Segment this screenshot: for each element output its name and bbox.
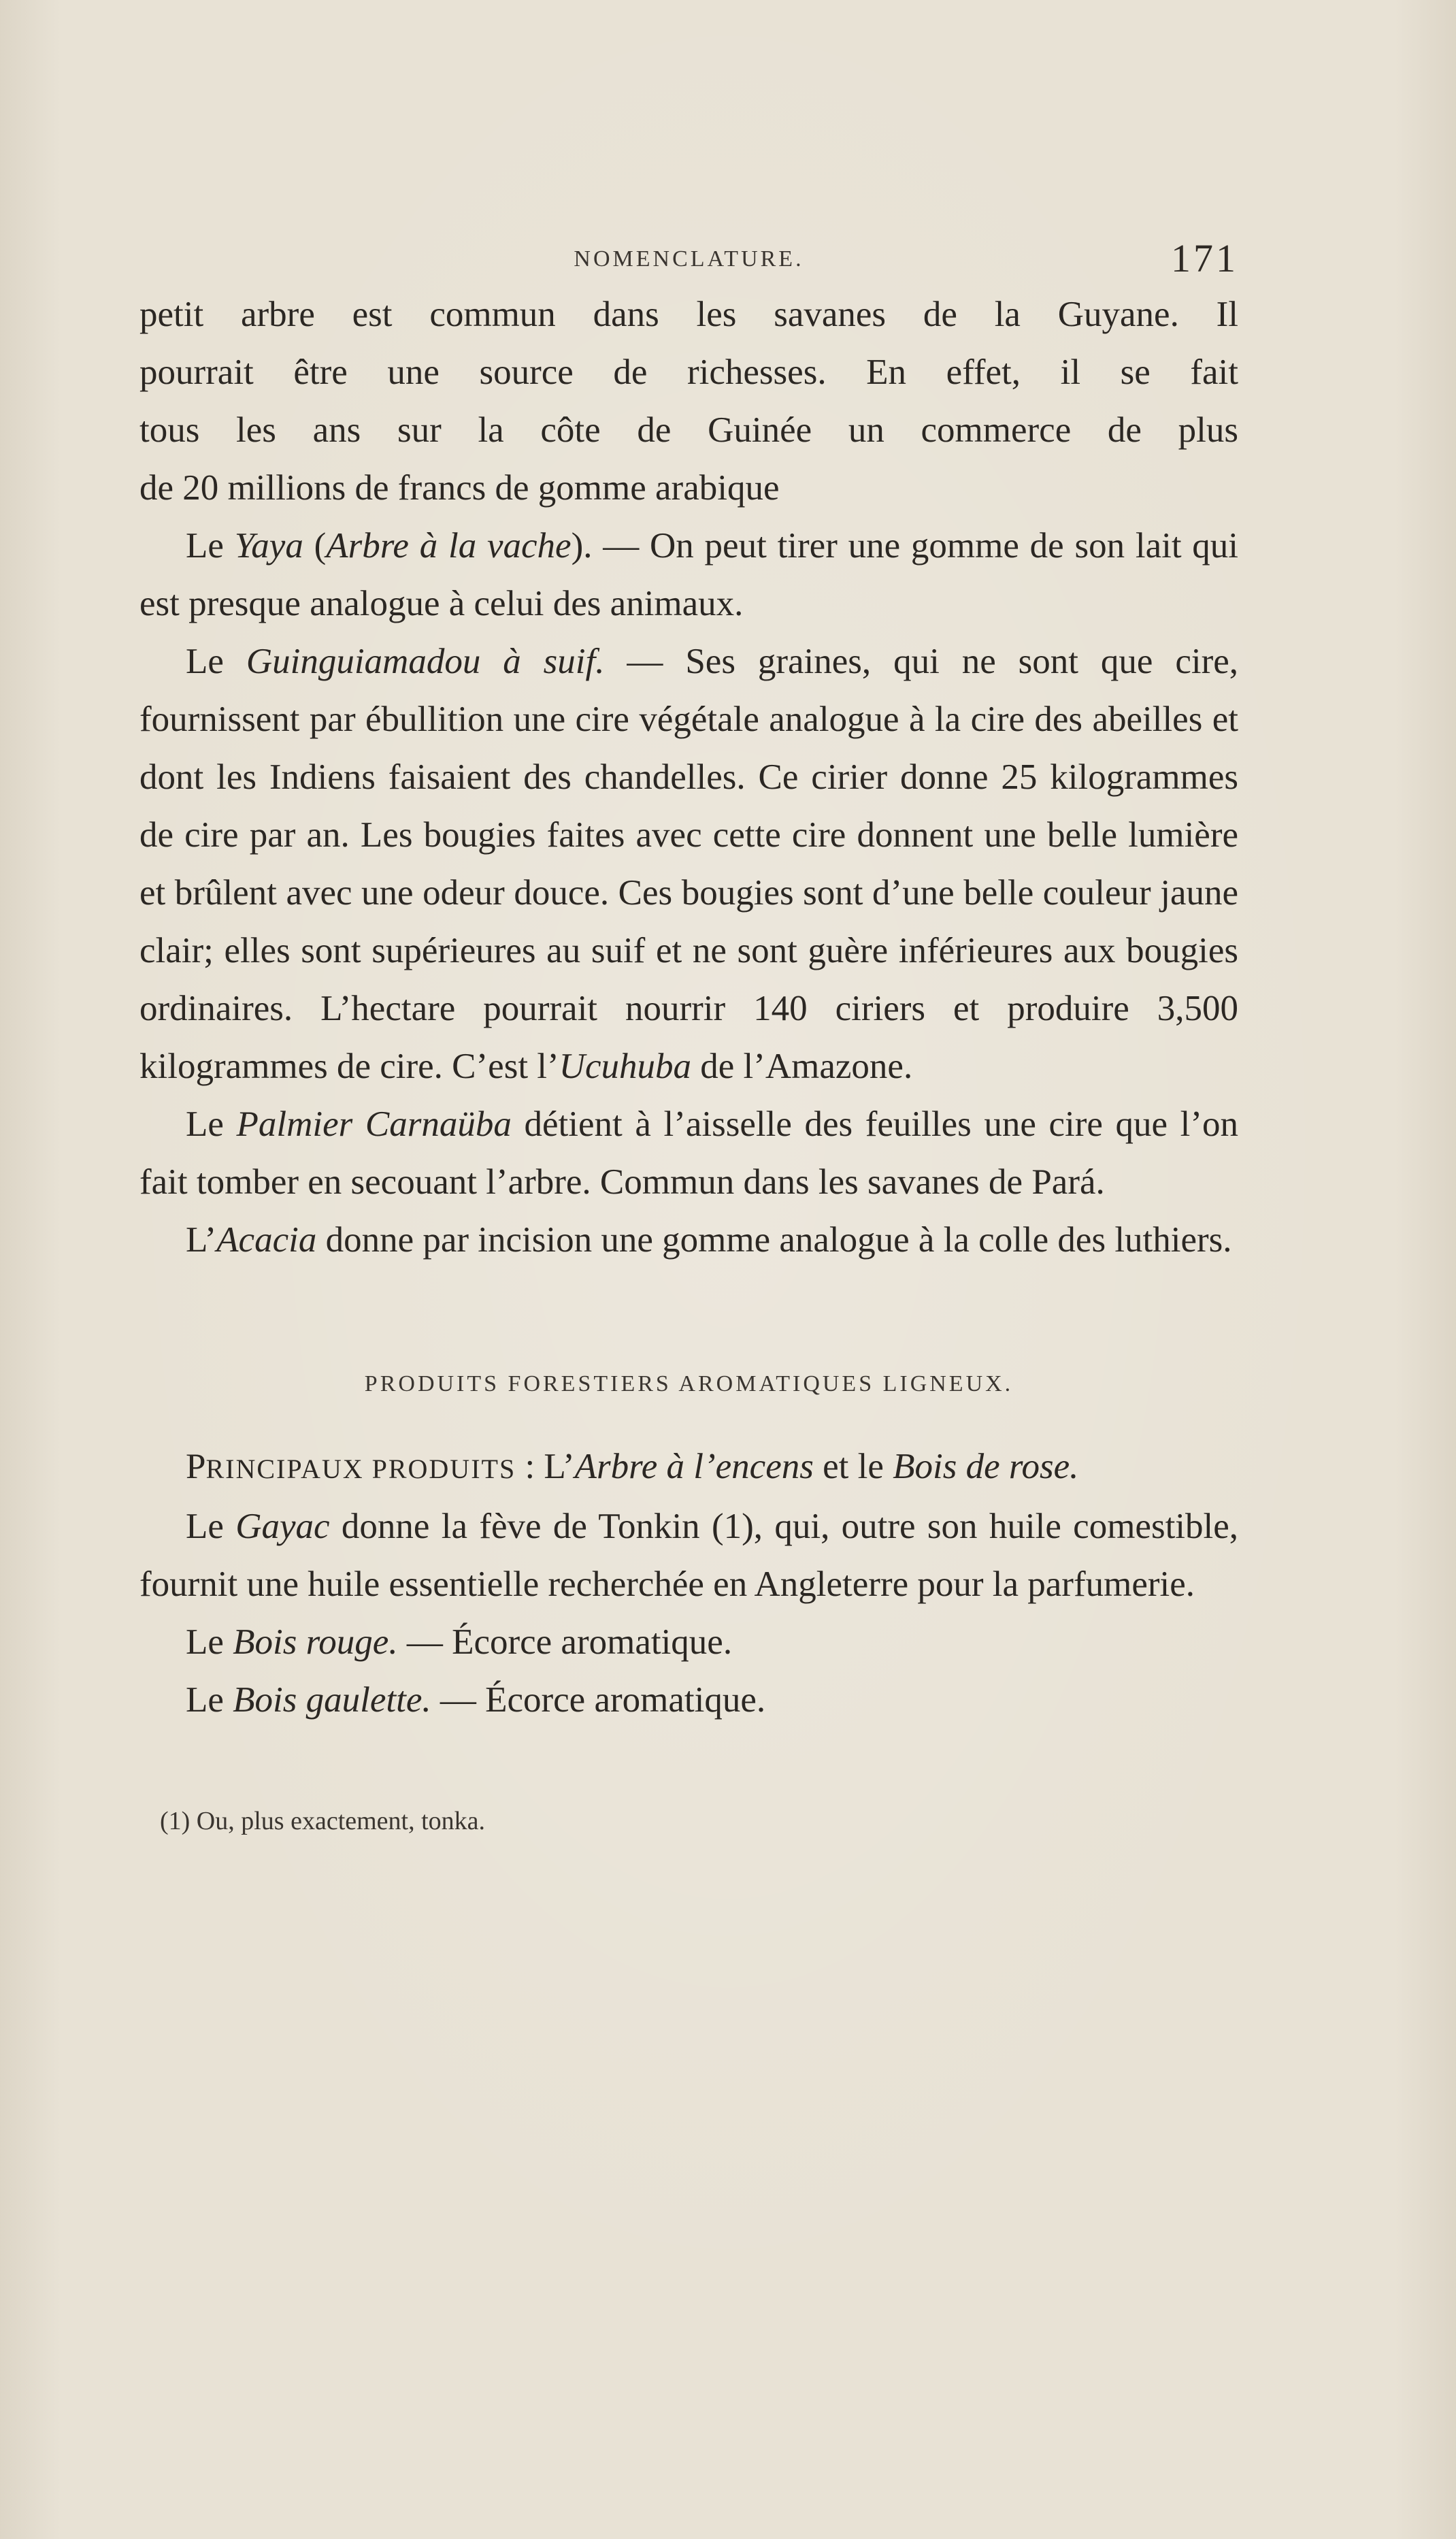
section-heading: PRODUITS FORESTIERS AROMATIQUES LIGNEUX. [364, 1371, 1014, 1396]
paragraph-guinguiamadou [139, 633, 1238, 1096]
paragraph-acacia [139, 1211, 1238, 1269]
running-title: NOMENCLATURE. [574, 246, 804, 272]
lead-word: Le [186, 1622, 224, 1662]
lead-word: Le [186, 642, 224, 681]
text-line: petit arbre est commun dans les savanes de la Guyane. Il [139, 295, 1238, 334]
paragraph-text: — Écorce aromatique. [406, 1622, 733, 1662]
lead-word: Le [186, 526, 224, 566]
paren-open: ( [314, 526, 327, 566]
paren-close: ). [571, 526, 593, 566]
paragraph-text: détient à l’aisselle des feuilles une cire que l’on fait tomber en secouant l’arbre. Commun dans les savanes de Pará. [139, 1104, 1239, 1202]
lead-word: Le [186, 1507, 224, 1546]
lead-word: L’ [186, 1220, 217, 1260]
plant-name-bois-gaulette: Bois gaulette. [233, 1680, 431, 1720]
book-page [139, 231, 1238, 1838]
footnote: (1) Ou, plus exactement, tonka. [160, 1807, 486, 1835]
smallcaps-initial: P [186, 1447, 206, 1486]
paragraph-text: : L’ [516, 1447, 575, 1486]
plant-alt-name: Arbre à la vache [326, 526, 572, 566]
paragraph-principaux-produits [139, 1438, 1238, 1498]
plant-name-encens: Arbre à l’encens [574, 1447, 814, 1486]
plant-name-bois-rouge: Bois rouge. [233, 1622, 398, 1662]
paragraph-text: — Ses graines, qui ne sont que cire, fournissent par ébullition une cire végétale analogue à la cire des abeilles et dont les Indiens faisaient des chandelles. Ce cirier donne 25 kilogrammes de cire par an. Les bougies faites avec cette cire donnent une belle lumière et brûlent avec une odeur douce. Ces bougies sont d’une belle couleur jaune clair; elles sont supérieures au suif et ne sont guère inférieures aux bougies ordinaires. L’hectare pourrait nourrir 140 ciriers et produire 3,500 kilogrammes de cire. C’est l’ [139, 642, 1239, 1086]
paragraph-yaya [139, 517, 1238, 633]
paragraph-text: donne la fève de Tonkin (1), qui, outre son huile comestible, fournit une huile essentielle recherchée en Angleterre pour la parfumerie. [139, 1507, 1239, 1604]
lead-word: Le [186, 1680, 224, 1720]
plant-name-yaya: Yaya [234, 526, 303, 566]
plant-name-gayac: Gayac [235, 1507, 330, 1546]
paragraph-end: de l’Amazone. [691, 1047, 913, 1086]
text-line: pourrait être une source de richesses. En effet, il se fait [139, 353, 1238, 392]
plant-name-carnauba: Palmier Carnaüba [236, 1104, 512, 1144]
paragraph-bois-rouge [139, 1614, 1238, 1671]
plant-name-ucuhuba: Ucuhuba [559, 1047, 691, 1086]
plant-name-bois-de-rose: Bois de rose. [893, 1447, 1079, 1486]
paragraph-gomme-arabique [139, 286, 1238, 517]
paragraph-gayac [139, 1498, 1238, 1614]
smallcaps-label: RINCIPAUX PRODUITS [205, 1454, 516, 1484]
paragraph-bois-gaulette [139, 1671, 1238, 1729]
text-line: de 20 millions de francs de gomme arabique [139, 468, 780, 508]
text-line: tous les ans sur la côte de Guinée un commerce de plus [139, 410, 1238, 450]
paragraph-text: — On peut tirer une gomme de son lait qui est presque analogue à celui des animaux. [139, 526, 1239, 623]
running-head [139, 231, 1238, 286]
plant-name-guinguiamadou: Guinguiamadou à suif. [246, 642, 605, 681]
paragraph-text: et le [813, 1447, 893, 1486]
paragraph-text: — Écorce aromatique. [440, 1680, 766, 1720]
paragraph-carnauba [139, 1096, 1238, 1211]
lead-word: Le [186, 1104, 224, 1144]
plant-name-acacia: Acacia [216, 1220, 317, 1260]
page-number: 171 [1171, 236, 1238, 280]
paragraph-text: donne par incision une gomme analogue à la colle des luthiers. [325, 1220, 1232, 1260]
